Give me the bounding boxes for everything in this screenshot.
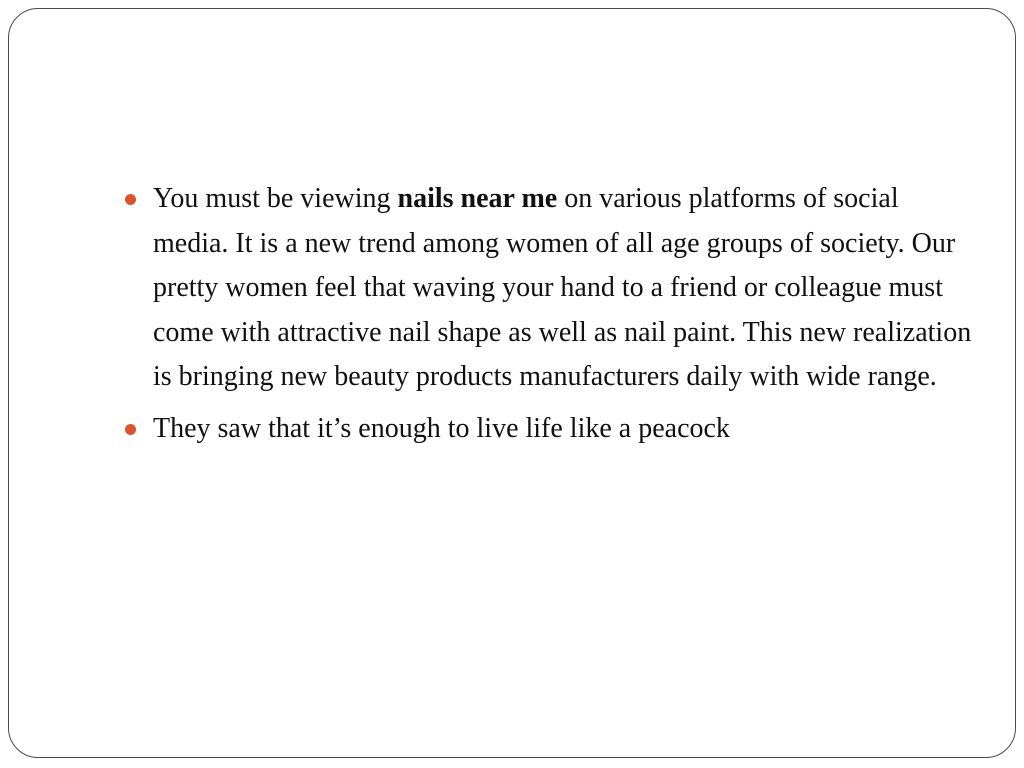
bullet-dot-icon: [125, 424, 136, 435]
bullet-list: [117, 177, 977, 459]
bullet-2-text: They saw that it’s enough to live life like a peacock: [153, 412, 730, 444]
slide-frame: [8, 8, 1016, 758]
bullet-item-2: [117, 407, 977, 452]
bullet-1-bold-phrase: nails near me: [397, 183, 558, 214]
bullet-1-text-start: You must be viewing: [153, 183, 398, 214]
bullet-dot-icon: [125, 194, 136, 205]
bullet-1-text-end: on various platforms of social media. It is a new trend among women of all age groups of society. Our pretty women feel that waving your hand to a friend or colleague must come with attractive nail shape as well as nail paint. This new realization is bringing new beauty products manufacturers daily with wide range.: [153, 183, 972, 393]
bullet-item-1: [117, 177, 977, 400]
